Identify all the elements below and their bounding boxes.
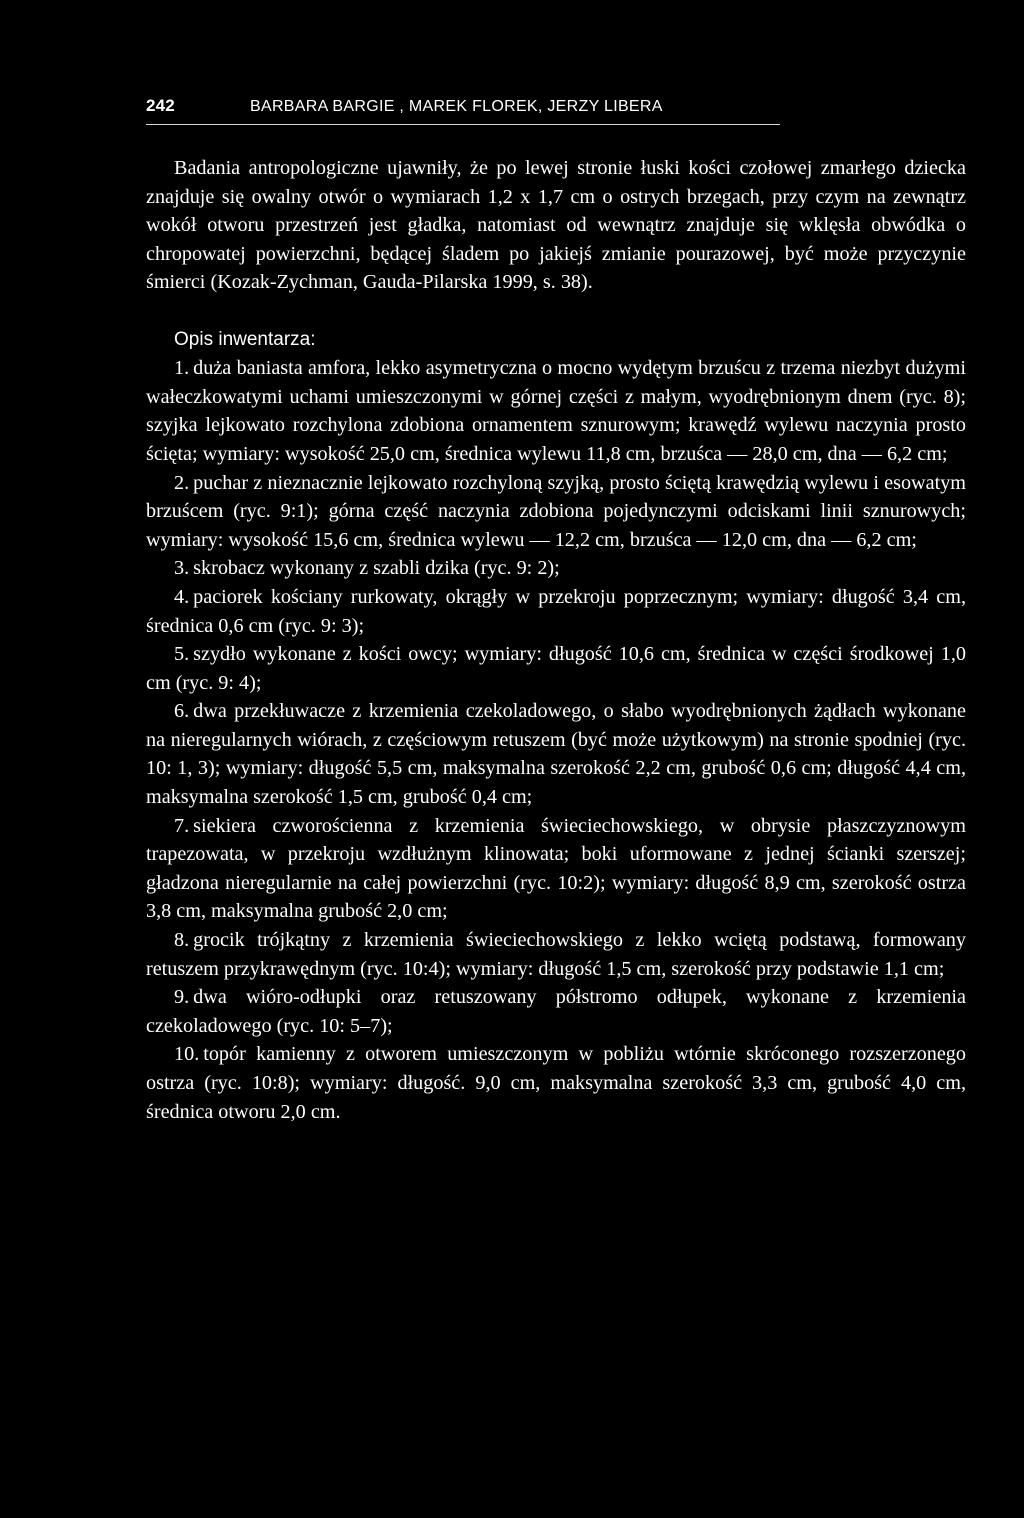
item-text: dwa przekłuwacze z krzemienia czekoladowego, o słabo wyodrębnionych żądłach wykonane na nieregularnych wiórach, z częściowym retuszem (być może użytkowym) na stronie spodniej (ryc. 10: 1, 3); wymiary: długość 5,5 cm, maksymalna szerokość 2,2 cm, grubość 0,6 cm; długość 4,4 cm, maksymalna szerokość 1,5 cm, grubość 0,4 cm; [146, 700, 966, 809]
item-number: 4. [174, 585, 190, 608]
inventory-item [146, 812, 966, 926]
running-header [146, 96, 966, 124]
item-number: 6. [174, 700, 190, 723]
inventory-title: Opis inwentarza: [174, 328, 316, 350]
item-text: duża baniasta amfora, lekko asymetryczna o mocno wydętym brzuścu z trzema niezbyt dużymi wałeczkowatymi uchami umieszczonymi w górnej części z małym, wyodrębnionym dnem (ryc. 8); szyjka lejkowato rozchylona zdobiona ornamentem sznurowym; krawędź wylewu naczynia prosto ścięta; wymiary: wysokość 25,0 cm, średnica wylewu 11,8 cm, brzuśca — 28,0 cm, dna — 6,2 cm; [146, 357, 966, 465]
item-number: 2. [174, 471, 190, 494]
item-number: 10. [174, 1043, 200, 1066]
page-number: 242 [146, 96, 175, 115]
item-text: paciorek kościany rurkowaty, okrągły w przekroju poprzecznym; wymiary: długość 3,4 cm, średnica 0,6 cm (ryc. 9: 3); [146, 585, 966, 637]
item-number: 9. [174, 986, 190, 1009]
inventory-item [146, 926, 966, 983]
item-text: siekiera czworościenna z krzemienia świeciechowskiego, w obrysie płaszczyznowym trapezowata, w przekroju wzdłużnym klinowata; boki uformowane z jednej ścianki szerszej; gładzona nieregularnie na całej powierzchni (ryc. 10:2); wymiary: długość 8,9 cm, szerokość ostrza 3,8 cm, maksymalna grubość 2,0 cm; [146, 814, 966, 923]
item-number: 5. [174, 643, 190, 666]
inventory-item [146, 554, 966, 583]
document-page [146, 96, 966, 1123]
item-text: szydło wykonane z kości owcy; wymiary: długość 10,6 cm, średnica w części środkowej 1,0 cm (ryc. 9: 4); [146, 643, 966, 694]
item-number: 7. [174, 814, 190, 837]
item-text: puchar z nieznacznie lejkowato rozchyloną szyjką, prosto ściętą krawędzią wylewu i esowatym brzuścem (ryc. 9:1); górna część naczynia zdobiona pojedynczymi odciskami linii sznurowych; wymiary: wysokość 15,6 cm, średnica wylewu — 12,2 cm, brzuśca — 12,0 cm, dna — 6,2 cm; [146, 471, 966, 551]
item-number: 3. [174, 557, 190, 580]
item-text: skrobacz wykonany z szabli dzika (ryc. 9: 2); [193, 557, 560, 580]
header-rule [146, 124, 780, 125]
intro-paragraph: Badania antropologiczne ujawniły, że po lewej stronie łuski kości czołowej zmarłego dziecka znajduje się owalny otwór o wymiarach 1,2 x 1,7 cm o ostrych brzegach, przy czym na zewnątrz wokół otworu przestrzeń jest gładka, natomiast od wewnątrz znajduje się wklęsła obwódka o chropowatej powierzchni, będącej śladem po jakiejś zmianie pourazowej, być może przyczynie śmierci (Kozak-Zychman, Gauda-Pilarska 1999, s. 38). [146, 157, 966, 294]
item-text: dwa wióro-odłupki oraz retuszowany półstromo odłupek, wykonane z krzemienia czekoladowego (ryc. 10: 5–7); [146, 986, 966, 1037]
inventory-item [146, 983, 966, 1040]
inventory-item [146, 640, 966, 697]
inventory-item [146, 1040, 966, 1126]
running-header-authors: BARBARA BARGIE , MAREK FLOREK, JERZY LIBERA [250, 98, 663, 115]
inventory-item [146, 469, 966, 555]
item-text: topór kamienny z otworem umieszczonym w pobliżu wtórnie skróconego rozszerzonego ostrza (ryc. 10:8); wymiary: długość. 9,0 cm, maksymalna szerokość 3,3 cm, grubość 4,0 cm, średnica otworu 2,0 cm. [146, 1043, 966, 1123]
inventory-item [146, 697, 966, 811]
item-text: grocik trójkątny z krzemienia świeciechowskiego z lekko wciętą podstawą, formowany retuszem przykrawędnym (ryc. 10:4); wymiary: długość 1,5 cm, szerokość przy podstawie 1,1 cm; [146, 929, 966, 980]
body-text [146, 154, 966, 1126]
inventory-item [146, 354, 966, 468]
item-number: 1. [174, 357, 190, 380]
item-number: 8. [174, 929, 190, 952]
inventory-item [146, 583, 966, 640]
